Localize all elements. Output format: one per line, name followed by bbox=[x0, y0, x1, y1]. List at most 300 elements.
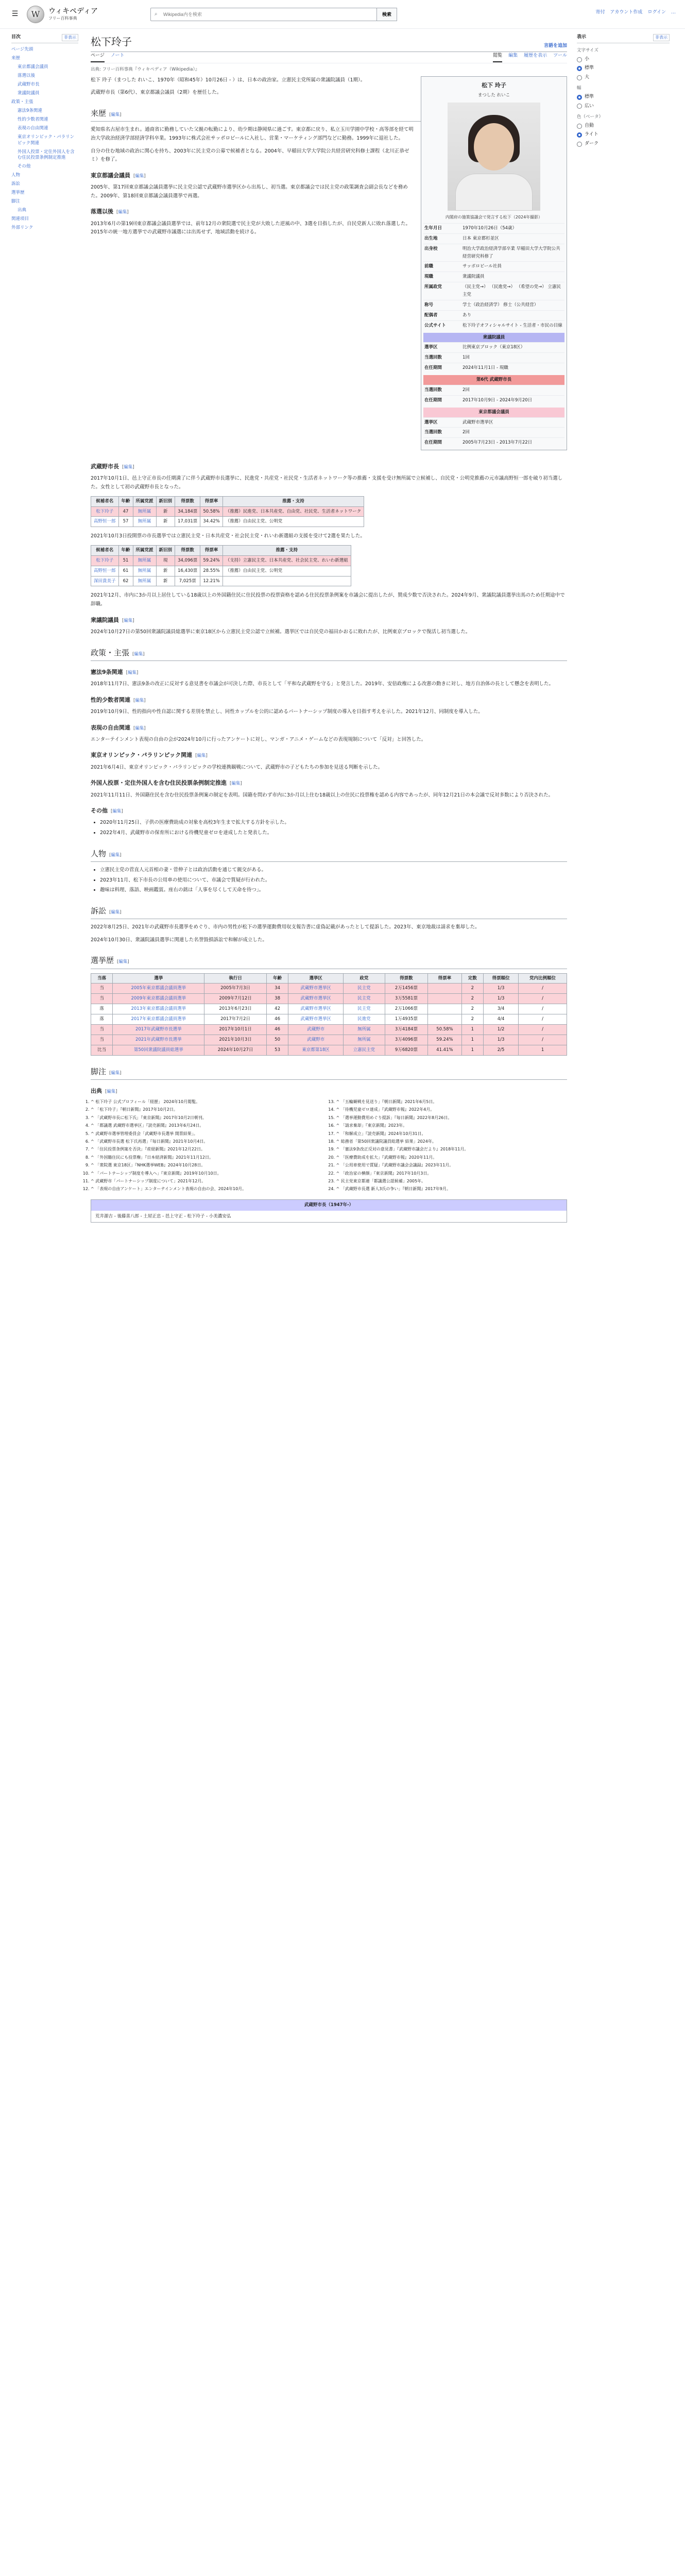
cell-h: / bbox=[519, 994, 567, 1004]
text-size-option-label: 小 bbox=[585, 56, 590, 62]
infobox-key: 生年月日 bbox=[424, 225, 442, 231]
infobox-key: 現職 bbox=[424, 274, 434, 280]
cell-h: / bbox=[519, 984, 567, 994]
cell-r: 当 bbox=[91, 994, 113, 1004]
search-input[interactable] bbox=[151, 8, 376, 21]
infobox-value: 1970年10月26日（54歳） bbox=[463, 225, 517, 231]
cell-r: 当 bbox=[91, 1024, 113, 1035]
cell-h: 1 bbox=[519, 1045, 567, 1055]
table-header: 政党 bbox=[343, 973, 385, 984]
cell-rate: 50.58% bbox=[428, 1024, 462, 1035]
cell-rate bbox=[428, 994, 462, 1004]
cell-rate: 50.58% bbox=[200, 506, 222, 517]
reference-item[interactable]: 2. ^ 「松下玲子」『朝日新聞』2017年10月2日。 bbox=[91, 1107, 322, 1113]
navbox bbox=[91, 1199, 567, 1223]
color-option-label: ダーク bbox=[585, 141, 599, 146]
edit-link[interactable]: 編集 bbox=[135, 725, 144, 731]
cell-n: 2 bbox=[461, 984, 483, 994]
infobox-value: 2017年10月9日 - 2024年9月20日 bbox=[463, 397, 533, 403]
infobox-key: 公式サイト bbox=[424, 323, 446, 328]
cell-rate: 59.24% bbox=[428, 1035, 462, 1045]
donate-link[interactable]: 寄付 bbox=[595, 10, 605, 15]
radio-icon[interactable] bbox=[577, 57, 582, 62]
radio-icon[interactable] bbox=[577, 104, 582, 109]
cell-status: 新 bbox=[156, 576, 175, 586]
paragraph: 2024年10月30日、衆議院議員選挙に関連した名誉毀損訴訟で和解が成立した。 bbox=[91, 937, 267, 943]
section-art9: 憲法9条関連 [編集] bbox=[91, 668, 139, 675]
cell-age: 51 bbox=[118, 555, 133, 566]
paragraph: 2021年12月、市内に3か月以上居住している18歳以上の外国籍住民に住民投票の投票資格を認める住民投票条例案を市議会に提出したが、賛成少数で否決された。2024年9月、衆議院議員選挙出馬のため任期途中で辞職。 bbox=[91, 592, 565, 607]
reference-item[interactable]: 1. ^ 松下玲子 公式プロフィール「経歴」 2024年10月閲覧。 bbox=[91, 1099, 322, 1105]
cell-p[interactable]: 無所属 bbox=[343, 1024, 385, 1035]
cell-a: 38 bbox=[266, 994, 288, 1004]
cell-k[interactable]: 武蔵野市選挙区 bbox=[288, 1004, 344, 1014]
cell-h: / bbox=[519, 1004, 567, 1014]
search-box bbox=[150, 8, 377, 21]
lead-paragraph: 武蔵野市長（第6代）、東京都議会議員（2期）を歴任した。 bbox=[91, 90, 222, 96]
table-header: 得票率 bbox=[428, 973, 462, 984]
table-row bbox=[91, 1045, 567, 1055]
reference-item[interactable]: 19. ^ 「憲法9条改正反対の意見書」『武蔵野市議会だより』2018年11月。 bbox=[336, 1146, 568, 1153]
radio-icon[interactable] bbox=[577, 124, 582, 129]
toc-item[interactable]: 性的少数者関連 bbox=[18, 117, 48, 123]
section-house: 衆議院議員 [編集] bbox=[91, 616, 134, 623]
toc-item[interactable]: 外国人投票・定住外国人を含む住民投票条例制定推進 bbox=[18, 149, 75, 160]
cell-name[interactable]: 松下玲子 bbox=[91, 555, 119, 566]
cell-rate bbox=[428, 984, 462, 994]
reference-item[interactable]: 5. ^ 武蔵野市選挙管理委員会「武蔵野市長選挙 開票結果」。 bbox=[91, 1131, 322, 1137]
table-header: 所属党派 bbox=[133, 545, 156, 555]
cell-age: 47 bbox=[118, 506, 133, 517]
appearance-hide-button[interactable]: 非表示 bbox=[653, 34, 670, 41]
section-person: 人物 [編集] bbox=[91, 847, 567, 862]
edit-link[interactable]: 編集 bbox=[135, 173, 144, 179]
infobox-key: 在任期間 bbox=[424, 440, 442, 446]
cell-h: / bbox=[519, 1035, 567, 1045]
table-header: 選挙 bbox=[113, 973, 204, 984]
reference-item[interactable]: 10. ^ 「パートナーシップ制度を導入へ」『東京新聞』2019年10月10日。 bbox=[91, 1171, 322, 1177]
cell-e[interactable]: 2013年東京都議会議員選挙 bbox=[113, 1004, 204, 1014]
edit-link[interactable]: 編集 bbox=[231, 781, 241, 787]
text-size-option[interactable] bbox=[577, 65, 670, 72]
edit-link[interactable]: 編集 bbox=[112, 809, 122, 815]
cell-name[interactable]: 高野恒一郎 bbox=[91, 517, 119, 527]
user-links bbox=[596, 9, 676, 16]
reference-item[interactable]: 4. ^ 「都議選 武蔵野市選挙区」『読売新聞』2013年6月24日。 bbox=[91, 1123, 322, 1129]
reference-item[interactable]: 22. ^ 「政治家の横顔」『東京新聞』2017年10月3日。 bbox=[336, 1171, 568, 1177]
toc-list bbox=[11, 45, 78, 232]
reference-item[interactable]: 12. ^ 「表現の自由アンケート」エンターテインメント表現の自由の会、2024年10月。 bbox=[91, 1186, 322, 1192]
cell-rate: 41.41% bbox=[428, 1045, 462, 1055]
cell-rate: 34.42% bbox=[200, 517, 222, 527]
radio-icon[interactable] bbox=[577, 132, 582, 138]
navbox-title: 武蔵野市長（1947年-） bbox=[91, 1200, 567, 1211]
toc-item[interactable]: 東京都議会議員 bbox=[18, 64, 48, 70]
table-header: 得票数 bbox=[175, 496, 200, 506]
infobox-band-metro: 東京都議会議員 bbox=[423, 408, 564, 417]
cell-support: （推薦）民進党、日本共産党、自由党、社民党、生活者ネットワーク bbox=[222, 506, 364, 517]
table-header: 定数 bbox=[461, 973, 483, 984]
table-row bbox=[91, 1004, 567, 1014]
table-row bbox=[91, 994, 567, 1004]
portrait-caption: 内閣府の施策協議会で発言する松下（2024年撮影） bbox=[445, 214, 543, 219]
cell-n: 1 bbox=[461, 1035, 483, 1045]
reference-item[interactable]: 6. ^ 「武蔵野市長選 松下氏再選」『毎日新聞』2021年10月4日。 bbox=[91, 1139, 322, 1145]
cell-e[interactable]: 2017年東京都議会議員選挙 bbox=[113, 1014, 204, 1025]
cell-v: 2万1066票 bbox=[385, 1004, 427, 1014]
tab-talk[interactable]: ノート bbox=[110, 53, 125, 59]
text-size-option[interactable] bbox=[577, 56, 670, 63]
reference-item[interactable]: 11. ^ 武蔵野市「パートナーシップ制度について」2021年12月。 bbox=[91, 1178, 322, 1184]
add-language-button[interactable]: 言語を追加 bbox=[543, 43, 567, 48]
table-header: 年齢 bbox=[266, 973, 288, 984]
paragraph: 愛知県名古屋市生まれ。通商省に勤務していた父親の転勤により、幼少期は静岡県に過ごす。東京都に戻り、私立玉川学園中学校・高等部を経て明治大学政治経済学部経済学科卒業。1993年に株式会社サッポロビールに入社し、営業・マーケティング部門などに勤務。1999年に退社した。 bbox=[91, 127, 414, 141]
toc-item[interactable]: 人物 bbox=[11, 172, 21, 178]
site-header bbox=[0, 0, 685, 29]
cell-p[interactable]: 民進党 bbox=[343, 1014, 385, 1025]
main-content bbox=[91, 30, 567, 1228]
cell-k[interactable]: 武蔵野市選挙区 bbox=[288, 994, 344, 1004]
cell-k[interactable]: 東京都第18区 bbox=[288, 1045, 344, 1055]
cell-v: 3万4096票 bbox=[385, 1035, 427, 1045]
color-option[interactable] bbox=[577, 141, 670, 148]
cell-name[interactable]: 深田貴美子 bbox=[91, 576, 119, 586]
text-size-option-label: 標準 bbox=[585, 65, 594, 71]
section-notes: 脚注 [編集] bbox=[91, 1065, 567, 1080]
text-size-option-label: 大 bbox=[585, 74, 590, 80]
cell-o: 1/2 bbox=[484, 1024, 519, 1035]
reference-item[interactable]: 7. ^ 「住民投票条例案を否決」『産経新聞』2021年12月22日。 bbox=[91, 1146, 322, 1153]
infobox-row bbox=[423, 395, 564, 405]
cell-a: 34 bbox=[266, 984, 288, 994]
infobox-key: 出生地 bbox=[424, 235, 438, 241]
edit-link[interactable]: 編集 bbox=[111, 909, 120, 915]
text-size-option[interactable] bbox=[577, 74, 670, 81]
edit-link[interactable]: 編集 bbox=[135, 698, 144, 703]
cell-votes: 16,430票 bbox=[175, 566, 200, 576]
reference-item[interactable]: 14. ^ 「待機児童ゼロ達成」『武蔵野市報』2022年4月。 bbox=[336, 1107, 568, 1113]
cell-n: 2 bbox=[461, 994, 483, 1004]
cell-p[interactable]: 無所属 bbox=[343, 1035, 385, 1045]
cell-status: 新 bbox=[156, 517, 175, 527]
cell-rate bbox=[428, 1004, 462, 1014]
section-policy: 政策・主張 [編集] bbox=[91, 646, 567, 661]
tab-page[interactable]: ページ bbox=[91, 53, 105, 62]
toc-panel bbox=[11, 34, 78, 232]
cell-k[interactable]: 武蔵野市 bbox=[288, 1035, 344, 1045]
cell-v: 9万6820票 bbox=[385, 1045, 427, 1055]
table-header: 得票率 bbox=[200, 496, 222, 506]
reference-item[interactable]: 13. ^ 「五輪観戦を見送り」『朝日新聞』2021年6月5日。 bbox=[336, 1099, 568, 1105]
cell-name[interactable]: 松下玲子 bbox=[91, 506, 119, 517]
toc-item[interactable]: 選挙歴 bbox=[11, 190, 25, 195]
toc-item[interactable]: 来歴 bbox=[11, 56, 21, 61]
toc-item[interactable]: 武蔵野市長 bbox=[18, 82, 40, 88]
radio-icon[interactable] bbox=[577, 142, 582, 147]
reference-item[interactable]: 20. ^ 「医療費助成を拡大」『武蔵野市報』2020年11月。 bbox=[336, 1155, 568, 1161]
cell-support: （支持）立憲民主党、日本共産党、社会民主党、れいわ新選組 bbox=[222, 555, 351, 566]
cell-o: 1/3 bbox=[484, 1035, 519, 1045]
infobox-row bbox=[423, 427, 564, 437]
infobox-value: 松下玲子オフィシャルサイト - 生活者・市民の目線 bbox=[463, 323, 562, 328]
reference-item[interactable]: 23. ^ 民主党東京都連「都議選公認候補」2005年。 bbox=[336, 1178, 568, 1184]
reference-item[interactable]: 17. ^ 「和解成立」『読売新聞』2024年10月31日。 bbox=[336, 1131, 568, 1137]
toc-item[interactable]: 落選以後 bbox=[18, 73, 36, 79]
toc-hide-button[interactable]: 非表示 bbox=[62, 34, 78, 41]
toc-item[interactable]: 衆議院議員 bbox=[18, 91, 40, 96]
appearance-heading: 表示 bbox=[577, 35, 587, 40]
reference-item[interactable]: 24. ^ 「武蔵野市長選 新人3氏の争い」『朝日新聞』2017年9月。 bbox=[336, 1186, 568, 1192]
cell-e[interactable]: 2021年武蔵野市長選挙 bbox=[113, 1035, 204, 1045]
toc-item[interactable]: 訴訟 bbox=[11, 181, 21, 187]
table-header: 得票率 bbox=[200, 545, 222, 555]
table-row bbox=[91, 555, 351, 566]
radio-icon[interactable] bbox=[577, 95, 582, 100]
infobox-key: 当選回数 bbox=[424, 355, 442, 361]
cell-h: / bbox=[519, 1014, 567, 1025]
table-header: 執行日 bbox=[204, 973, 267, 984]
paragraph: 2024年10月27日の第50回衆議院議員総選挙に東京18区から立憲民主党公認で立候補。選挙区では自民党の福田かおるに敗れたが、比例東京ブロックで復活し初当選した。 bbox=[91, 629, 471, 635]
toc-item[interactable]: ページ先頭 bbox=[11, 47, 33, 52]
reference-item[interactable]: 9. ^ 「衆院選 東京18区」『NHK選挙WEB』2024年10月28日。 bbox=[91, 1162, 322, 1168]
infobox-value: （民主党→） （民進党→） （希望の党→） 立憲民主党 bbox=[463, 284, 561, 297]
reference-item[interactable]: 16. ^ 「請求棄却」『東京新聞』2023年。 bbox=[336, 1123, 568, 1129]
reference-item[interactable]: 8. ^ 「外国籍住民にも投票権」『日本経済新聞』2021年11月12日。 bbox=[91, 1155, 322, 1161]
width-label: 幅 bbox=[577, 86, 581, 91]
infobox-value: 武蔵野市選挙区 bbox=[463, 419, 493, 425]
color-option-label: 自動 bbox=[585, 123, 594, 128]
table-header: 得票順位 bbox=[484, 973, 519, 984]
list-item: • 2023年11月、松下市長の公用車の使用について、市議会で質疑が行われた。 bbox=[100, 876, 567, 885]
main-menu-icon[interactable]: ☰ bbox=[11, 10, 19, 18]
cell-votes: 17,031票 bbox=[175, 517, 200, 527]
cell-e[interactable]: 2017年武蔵野市長選挙 bbox=[113, 1024, 204, 1035]
search-button[interactable]: 検索 bbox=[376, 8, 397, 21]
infobox-band-house: 衆議院議員 bbox=[423, 333, 564, 343]
table-header: 得票数 bbox=[385, 973, 427, 984]
cell-e[interactable]: 2009年東京都議会議員選挙 bbox=[113, 994, 204, 1004]
section-sources: 出典 [編集] bbox=[91, 1087, 117, 1094]
toc-item[interactable]: 出典 bbox=[18, 207, 27, 213]
cell-rate: 12.21% bbox=[200, 576, 222, 586]
cell-a: 42 bbox=[266, 1004, 288, 1014]
infobox-value: あり bbox=[463, 312, 472, 318]
cell-party[interactable]: 無所属 bbox=[133, 555, 156, 566]
list-item: • 2022年4月、武蔵野市の保育所における待機児童ゼロを達成したと発表した。 bbox=[100, 829, 567, 838]
table-header: 年齢 bbox=[118, 545, 133, 555]
radio-icon[interactable] bbox=[577, 66, 582, 71]
navbox-body: 荒井源吉 - 後藤喜八郎 - 土屋正忠 - 邑上守正 - 松下玲子 - 小美濃安弘 bbox=[95, 1213, 231, 1219]
section-metro: 東京都議会議員 [編集] bbox=[91, 172, 146, 179]
cell-e[interactable]: 第50回衆議院議員総選挙 bbox=[113, 1045, 204, 1055]
section-expression: 表現の自由関連 [編集] bbox=[91, 724, 146, 731]
tab-history[interactable]: 履歴を表示 bbox=[524, 53, 547, 59]
table-row bbox=[91, 566, 351, 576]
edit-link[interactable]: 編集 bbox=[197, 753, 206, 759]
edit-link[interactable]: 編集 bbox=[127, 670, 136, 675]
table-row bbox=[91, 1024, 567, 1035]
toc-item[interactable]: その他 bbox=[18, 163, 31, 169]
infobox-value: 2005年7月23日 - 2013年7月22日 bbox=[463, 440, 533, 446]
cell-rate: 28.55% bbox=[200, 566, 222, 576]
section-after-loss: 落選以後 [編集] bbox=[91, 208, 129, 215]
infobox-row bbox=[423, 437, 564, 448]
cell-party[interactable]: 無所属 bbox=[133, 576, 156, 586]
section-olympic: 東京オリンピック・パラリンピック関連 [編集] bbox=[91, 752, 208, 759]
toc-item[interactable]: 政策・主張 bbox=[11, 99, 33, 105]
reference-item[interactable]: 15. ^ 「選挙運動費用めぐり提訴」『毎日新聞』2022年8月26日。 bbox=[336, 1115, 568, 1121]
table-header: 得票数 bbox=[175, 545, 200, 555]
edit-link[interactable]: 編集 bbox=[111, 112, 120, 117]
reference-item[interactable]: 18. ^ 総務省「第50回衆議院議員総選挙 結果」2024年。 bbox=[336, 1139, 568, 1145]
edit-link[interactable]: 編集 bbox=[124, 618, 133, 623]
infobox-row bbox=[423, 300, 564, 310]
toc-item[interactable]: 関連項目 bbox=[11, 216, 29, 222]
page-title: 松下玲子 bbox=[91, 36, 132, 48]
color-option[interactable] bbox=[577, 131, 670, 139]
paragraph: 2018年11月7日、憲法9条の改正に反対する意見書を市議会が可決した際、市長として「平和な武蔵野を守る」と発言した。2019年、安倍政権による改憲の動きに対し、地方自治体の長として懸念を表明した。 bbox=[91, 681, 554, 687]
cell-k[interactable]: 武蔵野市選挙区 bbox=[288, 984, 344, 994]
tab-read[interactable]: 閲覧 bbox=[493, 53, 502, 62]
cell-d: 2021年10月3日 bbox=[204, 1035, 267, 1045]
table-header: 当落 bbox=[91, 973, 113, 984]
cell-party[interactable]: 無所属 bbox=[133, 566, 156, 576]
cell-e[interactable]: 2005年東京都議会議員選挙 bbox=[113, 984, 204, 994]
infobox-value: 2回 bbox=[463, 387, 470, 393]
infobox-row bbox=[423, 352, 564, 363]
toc-item[interactable]: 表現の自由関連 bbox=[18, 126, 48, 131]
create-account-link[interactable]: アカウント作成 bbox=[610, 10, 643, 15]
cell-support: （推薦）自由民主党、公明党 bbox=[222, 566, 351, 576]
cell-o: 4/4 bbox=[484, 1014, 519, 1025]
infobox-value: 2024年11月1日 - 現職 bbox=[463, 365, 508, 371]
infobox-row bbox=[423, 385, 564, 395]
cell-rate: 59.24% bbox=[200, 555, 222, 566]
infobox-key: 前職 bbox=[424, 264, 434, 269]
cell-age: 62 bbox=[118, 576, 133, 586]
cell-h: / bbox=[519, 1024, 567, 1035]
section-mayor: 武蔵野市長 [編集] bbox=[91, 463, 134, 470]
infobox-row bbox=[423, 282, 564, 300]
search-icon: ⌕ bbox=[155, 11, 158, 17]
section-history: 来歴 [編集] bbox=[91, 107, 567, 122]
cell-votes: 34,096票 bbox=[175, 555, 200, 566]
cell-r: 落 bbox=[91, 1014, 113, 1025]
reference-item[interactable]: 21. ^ 「公用車使用で質疑」『武蔵野市議会会議録』2023年11月。 bbox=[336, 1162, 568, 1168]
paragraph: 2019年10月9日、性的指向や性自認に関する差別を禁止し、同性カップルを公的に認めるパートナーシップ制度の導入を目指す考えを示した。2021年12月、同制度を導入した。 bbox=[91, 708, 483, 715]
table-header: 候補者名 bbox=[91, 496, 119, 506]
infobox-key: 在任期間 bbox=[424, 397, 442, 403]
infobox-row bbox=[423, 320, 564, 331]
infobox-value: 明治大学政治経済学部卒業 早稲田大学大学院公共経営研究科修了 bbox=[463, 246, 560, 259]
cell-k[interactable]: 武蔵野市 bbox=[288, 1024, 344, 1035]
radio-icon[interactable] bbox=[577, 75, 582, 80]
toc-item[interactable]: 東京オリンピック・パラリンピック関連 bbox=[18, 134, 75, 146]
color-option[interactable] bbox=[577, 123, 670, 130]
infobox-row bbox=[423, 342, 564, 352]
cell-p[interactable]: 民主党 bbox=[343, 994, 385, 1004]
toc-heading: 目次 bbox=[11, 35, 21, 40]
width-option[interactable] bbox=[577, 94, 670, 101]
cell-party[interactable]: 無所属 bbox=[133, 517, 156, 527]
reference-item[interactable]: 3. ^ 「武蔵野市長に松下氏」『東京新聞』2017年10月2日朝刊。 bbox=[91, 1115, 322, 1121]
toc-item[interactable]: 脚注 bbox=[11, 198, 21, 204]
edit-link[interactable]: 編集 bbox=[134, 651, 143, 657]
list-item: • 2020年11月25日、子供の医療費助成の対象を高校3年生まで拡大する方針を示した。 bbox=[100, 819, 567, 827]
infobox-value: 2回 bbox=[463, 430, 470, 435]
cell-o: 2/5 bbox=[484, 1045, 519, 1055]
login-link[interactable]: ログイン bbox=[647, 10, 666, 15]
section-lgbt: 性的少数者関連 [編集] bbox=[91, 696, 146, 703]
edit-link[interactable]: 編集 bbox=[118, 959, 128, 965]
cell-p[interactable]: 民主党 bbox=[343, 984, 385, 994]
mayor-election-2017-table bbox=[91, 496, 364, 528]
cell-n: 1 bbox=[461, 1045, 483, 1055]
table-row bbox=[91, 517, 364, 527]
table-header: 新旧別 bbox=[156, 496, 175, 506]
cell-k[interactable]: 武蔵野市選挙区 bbox=[288, 1014, 344, 1025]
infobox-key: 所属政党 bbox=[424, 284, 442, 290]
edit-link[interactable]: 編集 bbox=[107, 1089, 116, 1094]
cell-party[interactable]: 無所属 bbox=[133, 506, 156, 517]
infobox-band-mayor: 第6代 武蔵野市長 bbox=[423, 375, 564, 385]
edit-link[interactable]: 編集 bbox=[111, 1070, 120, 1076]
cell-name[interactable]: 高野恒一郎 bbox=[91, 566, 119, 576]
infobox-key: 出身校 bbox=[424, 246, 438, 251]
text-size-label: 文字サイズ bbox=[577, 48, 598, 53]
paragraph: 2021年6月4日、東京オリンピック・パラリンピックの学校連携観戦について、武蔵野市の子どもたちの参加を見送る判断を示した。 bbox=[91, 764, 383, 770]
cell-a: 50 bbox=[266, 1035, 288, 1045]
color-label: 色（ベータ） bbox=[577, 114, 604, 120]
portrait-image[interactable] bbox=[448, 103, 540, 211]
paragraph: 2022年8月25日、2021年の武蔵野市長選挙をめぐり、市内の男性が松下の選挙運動費用収支報告書に虚偽記載があったとして提訴した。2023年、東京地裁は請求を棄却した。 bbox=[91, 924, 480, 930]
toc-item[interactable]: 憲法9条関連 bbox=[18, 108, 42, 114]
wikipedia-globe-icon: W bbox=[27, 6, 44, 23]
cell-support: （推薦）自由民主党、公明党 bbox=[222, 517, 364, 527]
cell-a: 46 bbox=[266, 1024, 288, 1035]
width-option-label: 広い bbox=[585, 103, 594, 109]
cell-r: 当 bbox=[91, 984, 113, 994]
infobox-key: 称号 bbox=[424, 302, 434, 308]
paragraph: 2005年、第17回東京都議会議員選挙に民主党公認で武蔵野市選挙区から出馬し、初当選。東京都議会では民主党の政策調査会副会長などを務めた。2009年、第18回東京都議会議員選挙で再選。 bbox=[91, 184, 408, 199]
tab-edit[interactable]: 編集 bbox=[508, 53, 518, 59]
cell-p[interactable]: 立憲民主党 bbox=[343, 1045, 385, 1055]
toc-item[interactable]: 外部リンク bbox=[11, 225, 33, 230]
table-header: 党内比例順位 bbox=[519, 973, 567, 984]
edit-link[interactable]: 編集 bbox=[118, 210, 127, 215]
infobox-row bbox=[423, 233, 564, 244]
list-item: • 趣味は料理、落語、映画鑑賞。座右の銘は「人事を尽くして天命を待つ」。 bbox=[100, 886, 567, 895]
width-option[interactable] bbox=[577, 103, 670, 110]
table-row bbox=[91, 506, 364, 517]
cell-votes: 34,184票 bbox=[175, 506, 200, 517]
edit-link[interactable]: 編集 bbox=[111, 852, 120, 858]
logo-subtitle: フリー百科事典 bbox=[48, 16, 77, 21]
cell-p[interactable]: 民主党 bbox=[343, 1004, 385, 1014]
reference-list bbox=[91, 1099, 567, 1194]
tab-tools[interactable]: ツール bbox=[553, 53, 567, 59]
more-menu-icon[interactable]: … bbox=[671, 10, 676, 15]
paragraph: 2013年6月の第19回東京都議会議員選挙では、前年12月の衆院選で民主党が大敗した逆風の中、3選を目指したが、自民党新人に敗れ落選した。2015年の統一地方選挙での武蔵野市議選には出馬せず、地域活動を続ける。 bbox=[91, 221, 410, 235]
infobox-key: 選挙区 bbox=[424, 419, 438, 425]
infobox-value: 学士（政治経済学） 修士（公共経営） bbox=[463, 302, 539, 308]
appearance-panel bbox=[577, 34, 670, 149]
site-logo[interactable] bbox=[27, 6, 130, 23]
infobox-value: サッポロビール社員 bbox=[463, 264, 502, 269]
table-header: 推薦・支持 bbox=[222, 496, 364, 506]
edit-link[interactable]: 編集 bbox=[124, 465, 133, 470]
logo-title: ウィキペディア bbox=[48, 7, 98, 16]
